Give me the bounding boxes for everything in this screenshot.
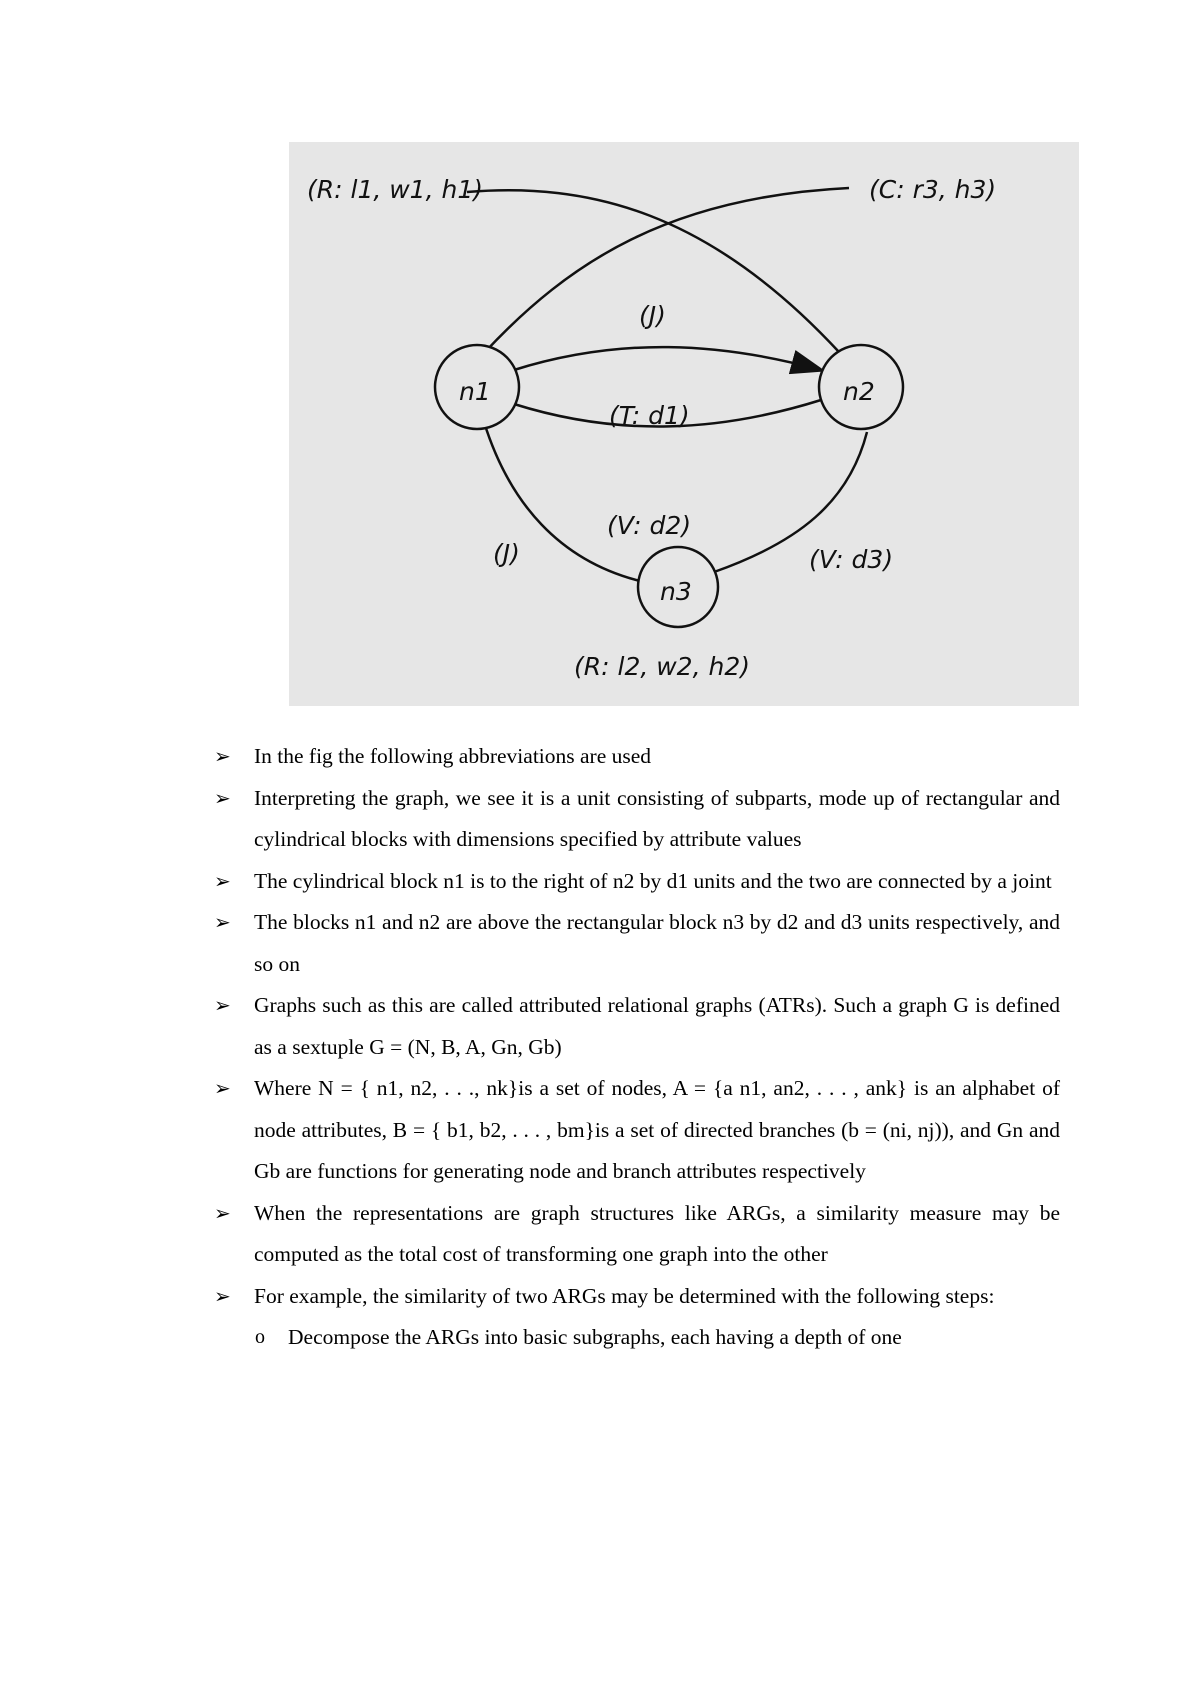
attributed-relational-graph	[289, 142, 1079, 706]
bullet-item	[214, 1276, 1060, 1318]
label-r-l2-w2-h2: (R: l2, w2, h2)	[574, 652, 750, 681]
node-n3-label: n3	[660, 577, 692, 606]
bullet-text: The cylindrical block n1 is to the right of n2 by d1 units and the two are connected by a joint	[254, 868, 1052, 893]
circle-icon: o	[255, 1326, 265, 1348]
arrowhead-icon: ➢	[214, 785, 231, 810]
node-n2-label: n2	[843, 377, 875, 406]
arrowhead-icon: ➢	[214, 993, 231, 1017]
node-n2	[819, 345, 903, 429]
bullet-item	[214, 736, 1060, 778]
label-v-d3: (V: d3)	[809, 545, 894, 574]
bullet-item	[214, 985, 1060, 1068]
bullet-item	[214, 902, 1060, 985]
bullet-text: The blocks n1 and n2 are above the rectangular block n3 by d2 and d3 units respectively, and so on	[254, 910, 1060, 976]
node-n1	[435, 345, 519, 429]
bullet-text: In the fig the following abbreviations are used	[254, 744, 652, 768]
bullet-text: Graphs such as this are called attributed relational graphs (ATRs). Such a graph G is defined as a sextuple G = (N, B, A, Gn, Gb)	[254, 993, 1060, 1059]
sub-bullet-list	[214, 1317, 1060, 1359]
bullet-list	[214, 736, 1060, 1359]
arrowhead-icon: ➢	[214, 744, 231, 768]
label-j-top: (J)	[639, 301, 666, 330]
sub-bullet-text: Decompose the ARGs into basic subgraphs, each having a depth of one	[288, 1325, 902, 1349]
label-j-left: (J)	[493, 539, 520, 568]
graph-figure	[289, 142, 1079, 706]
node-n3	[638, 547, 718, 627]
bullet-item	[214, 1193, 1060, 1276]
bullet-text: Where N = { n1, n2, . . ., nk}is a set of nodes, A = {a n1, an2, . . . , ank} is an alphabet of node attributes, B = { b1, b2, . . . , bm}is a set of directed branches (b = (ni, nj)), and Gn and Gb are functions for generating node and branch attributes respectively	[254, 1076, 1060, 1183]
bullet-item	[214, 778, 1060, 861]
arrowhead-icon: ➢	[214, 910, 231, 934]
edge-n1-n2-joint	[514, 347, 821, 370]
label-r-l1-w1-h1: (R: l1, w1, h1)	[307, 175, 483, 204]
bullet-item	[214, 861, 1060, 903]
node-n1-label: n1	[459, 377, 491, 406]
label-v-d2: (V: d2)	[607, 511, 692, 540]
arrowhead-icon: ➢	[214, 1200, 231, 1225]
label-t-d1: (T: d1)	[609, 401, 690, 430]
label-c-r3-h3: (C: r3, h3)	[869, 175, 997, 204]
bullet-text: For example, the similarity of two ARGs may be determined with the following steps:	[254, 1283, 995, 1308]
sub-bullet-container	[214, 1317, 1060, 1359]
arrowhead-icon: ➢	[214, 1283, 231, 1308]
bullet-text: Interpreting the graph, we see it is a unit consisting of subparts, mode up of rectangular and cylindrical blocks with dimensions specified by attribute values	[254, 785, 1060, 851]
edge-n1-to-c-r3	[485, 188, 849, 352]
sub-bullet-item	[214, 1317, 1060, 1359]
bullet-item	[214, 1068, 1060, 1193]
arrowhead-icon: ➢	[214, 1076, 231, 1100]
bullet-text: When the representations are graph structures like ARGs, a similarity measure may be computed as the total cost of transforming one graph into the other	[254, 1200, 1060, 1266]
arrowhead-icon: ➢	[214, 868, 231, 893]
